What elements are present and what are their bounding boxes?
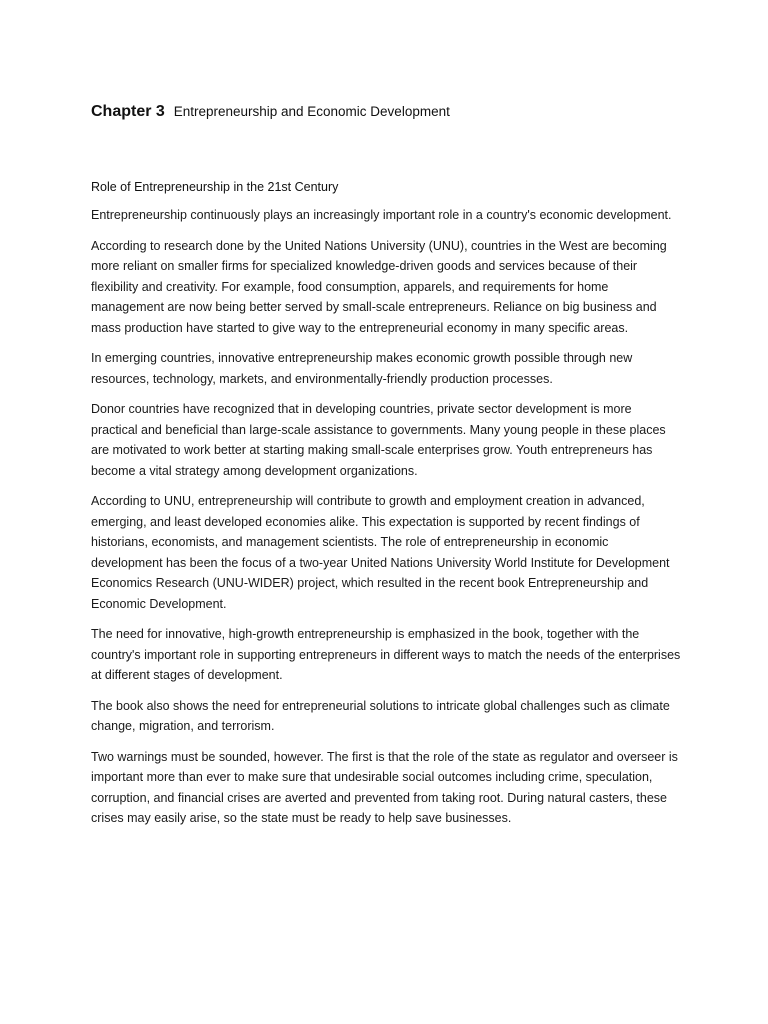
paragraph: Donor countries have recognized that in developing countries, private sector development is more practical and beneficial than large-scale assistance to governments. Many young people in these places are motivated to work better at starting making small-scale enterprises grow. Youth entrepreneurs has become a vital strategy among development organizations. <box>91 402 666 478</box>
section-title: Role of Entrepreneurship in the 21st Century <box>91 180 339 194</box>
chapter-title: Entrepreneurship and Economic Development <box>173 104 450 119</box>
paragraph: According to UNU, entrepreneurship will contribute to growth and employment creation in advanced, emerging, and least developed economies alike. This expectation is supported by recent findings of historians, economists, and management scientists. The role of entrepreneurship in economic development has been the focus of a two-year United Nations University World Institute for Development Economics Research (UNU-WIDER) project, which resulted in the recent book Entrepreneurship and Economic Development. <box>91 494 670 611</box>
chapter-number: Chapter 3 <box>91 103 165 120</box>
document-body <box>91 92 681 829</box>
paragraph: According to research done by the United Nations University (UNU), countries in the West are becoming more reliant on smaller firms for specialized knowledge-driven goods and services because of their flexibility and creativity. For example, food consumption, apparels, and requirements for home management are now being better served by small-scale entrepreneurs. Reliance on big business and mass production have started to give way to the entrepreneurial economy in many specific areas. <box>91 238 667 335</box>
paragraph: Entrepreneurship continuously plays an increasingly important role in a country's economic development. <box>91 208 672 222</box>
paragraph: The need for innovative, high-growth entrepreneurship is emphasized in the book, together with the country's important role in supporting entrepreneurs in different ways to match the needs of the enterprises at different stages of development. <box>91 627 681 682</box>
paragraph: In emerging countries, innovative entrepreneurship makes economic growth possible through new resources, technology, markets, and environmentally-friendly production processes. <box>91 351 633 386</box>
paragraph: The book also shows the need for entrepreneurial solutions to intricate global challenges such as climate change, migration, and terrorism. <box>91 698 670 733</box>
chapter-heading <box>91 92 681 125</box>
paragraph: Two warnings must be sounded, however. The first is that the role of the state as regulator and overseer is important more than ever to make sure that undesirable social outcomes including crime, speculation, corruption, and financial crises are averted and prevented from taking root. During natural casters, these crises may easily arise, so the state must be ready to help save businesses. <box>91 749 678 825</box>
